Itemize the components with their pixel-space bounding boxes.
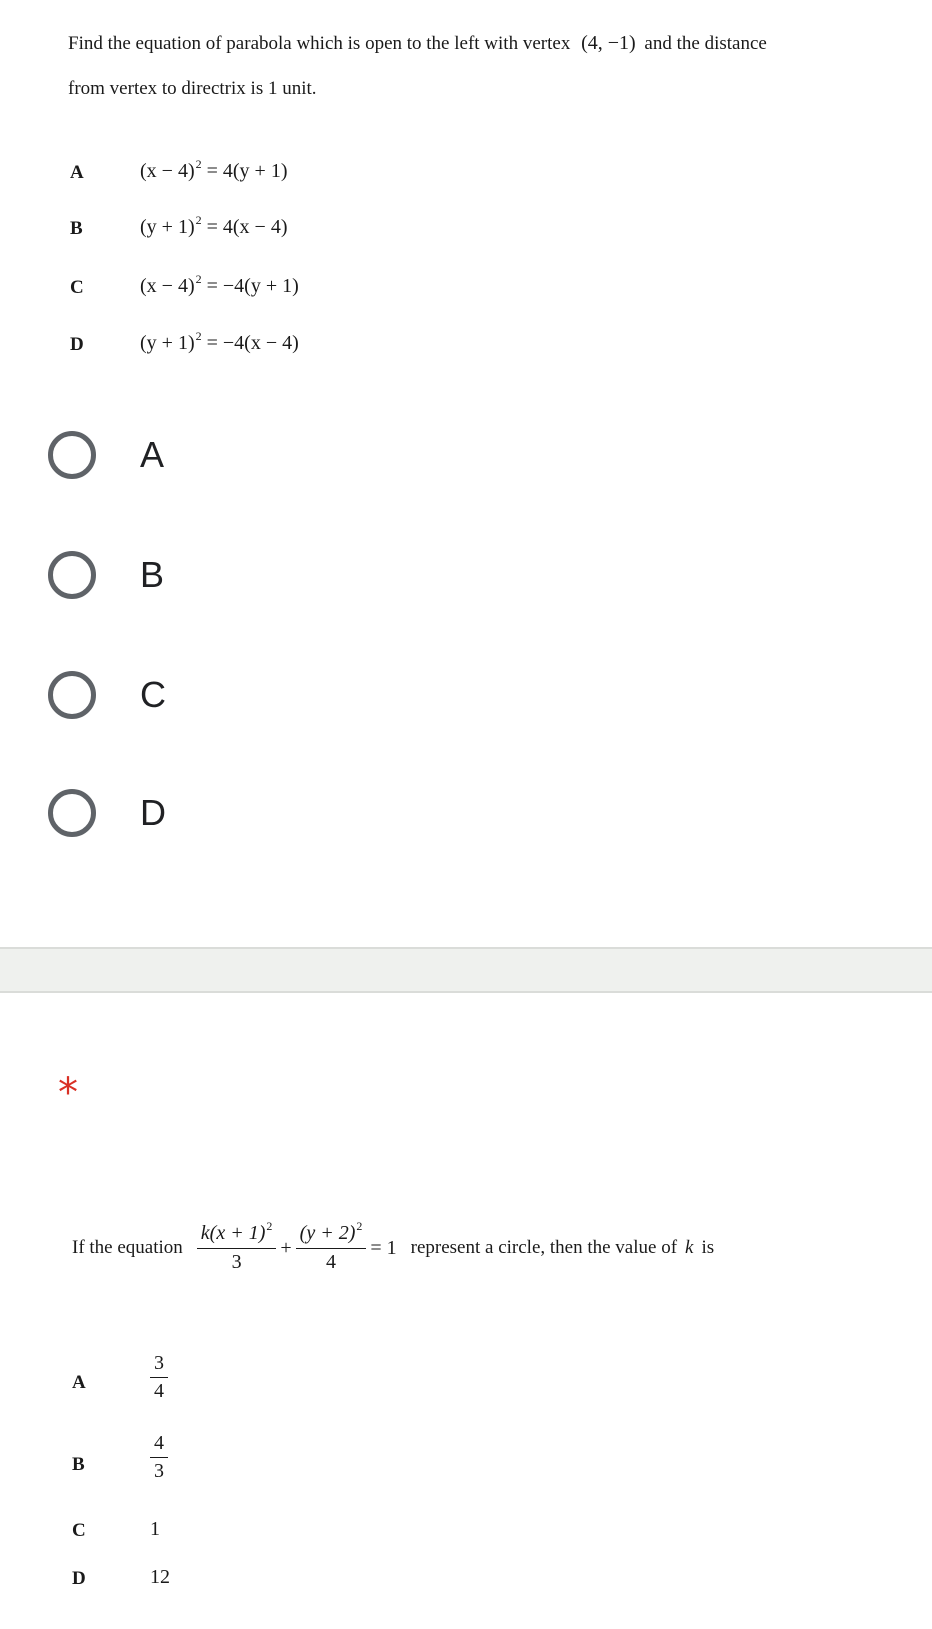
option-letter: D <box>70 334 84 355</box>
numerator: 3 <box>150 1352 168 1378</box>
option-letter: B <box>72 1454 85 1475</box>
q2-option-b-value <box>150 1432 168 1483</box>
q1-option-a-equation <box>140 157 288 183</box>
eq-rhs: = −4(y + 1) <box>206 275 299 297</box>
q1-option-d <box>70 334 84 356</box>
eq-lhs: (x − 4) <box>140 160 195 182</box>
q2-option-c-value: 1 <box>150 1518 160 1540</box>
eq-exponent: 2 <box>195 157 202 171</box>
option-letter: D <box>72 1568 86 1589</box>
question1-text-b: and the distance <box>644 33 767 54</box>
eq-exponent: 2 <box>195 213 202 227</box>
q2-option-d-value: 12 <box>150 1566 170 1588</box>
fraction <box>150 1432 168 1483</box>
denominator: 3 <box>154 1460 164 1482</box>
question2-suffix: represent a circle, then the value of <box>410 1236 678 1258</box>
eq-lhs: (y + 1) <box>140 216 195 238</box>
question2-text <box>72 1219 715 1273</box>
radio-button[interactable] <box>48 789 96 837</box>
term1-denominator: 3 <box>231 1251 242 1273</box>
term2-denominator: 4 <box>326 1251 336 1273</box>
radio-button[interactable] <box>48 431 96 479</box>
q1-option-c-equation <box>140 272 299 298</box>
radio-choice-c[interactable] <box>48 660 448 730</box>
numerator: 4 <box>150 1432 168 1458</box>
plus-sign: + <box>280 1236 292 1259</box>
vertex-math: (4, −1) <box>581 32 636 54</box>
term2-numerator: (y + 2) <box>299 1222 356 1244</box>
radio-label: D <box>140 792 166 833</box>
q2-option-d <box>72 1568 86 1590</box>
eq-lhs: (y + 1) <box>140 332 195 354</box>
radio-label: C <box>140 674 166 715</box>
eq-lhs: (x − 4) <box>140 275 195 297</box>
eq-exponent: 2 <box>195 329 202 343</box>
question-divider <box>0 947 932 993</box>
equals-one: = 1 <box>370 1236 397 1259</box>
question1-line1 <box>68 32 767 55</box>
eq-exponent: 2 <box>195 272 202 286</box>
circle-equation <box>197 1219 397 1273</box>
q2-option-b <box>72 1454 85 1476</box>
question2-prefix: If the equation <box>72 1236 183 1258</box>
option-letter: C <box>70 277 84 298</box>
question1-text-a: Find the equation of parabola which is open to the left with vertex <box>68 33 571 54</box>
term2-exponent: 2 <box>356 1219 363 1233</box>
question2-suffix-end: is <box>701 1236 715 1258</box>
q1-option-b-equation <box>140 213 288 239</box>
q1-option-c <box>70 277 84 299</box>
term1-exponent: 2 <box>266 1219 273 1233</box>
radio-label: A <box>140 434 165 475</box>
q1-option-a <box>70 162 84 184</box>
radio-button[interactable] <box>48 671 96 719</box>
fraction <box>150 1352 168 1403</box>
q2-option-c <box>72 1520 86 1542</box>
eq-rhs: = 4(y + 1) <box>206 160 288 182</box>
radio-label: B <box>140 554 165 595</box>
eq-rhs: = 4(x − 4) <box>206 216 288 238</box>
option-letter: A <box>72 1372 86 1393</box>
q1-option-d-equation <box>140 329 299 355</box>
fraction-1-num <box>197 1219 277 1249</box>
radio-button[interactable] <box>48 551 96 599</box>
q1-option-b <box>70 218 83 240</box>
option-letter: B <box>70 218 83 239</box>
radio-choice-a[interactable] <box>48 420 448 490</box>
radio-choice-b[interactable] <box>48 540 448 610</box>
q2-option-a <box>72 1372 86 1394</box>
variable-k: k <box>685 1236 694 1258</box>
eq-rhs: = −4(x − 4) <box>206 332 299 354</box>
required-asterisk: * <box>58 1070 78 1116</box>
fraction-2 <box>296 1219 367 1273</box>
term1-numerator: k(x + 1) <box>200 1222 266 1244</box>
fraction-1 <box>197 1219 277 1273</box>
q2-option-a-value <box>150 1352 168 1403</box>
option-letter: C <box>72 1520 86 1541</box>
fraction-2-num <box>296 1219 367 1249</box>
question1-line2: from vertex to directrix is 1 unit. <box>68 78 317 99</box>
option-letter: A <box>70 162 84 183</box>
denominator: 4 <box>154 1380 164 1402</box>
radio-choice-d[interactable] <box>48 778 448 848</box>
